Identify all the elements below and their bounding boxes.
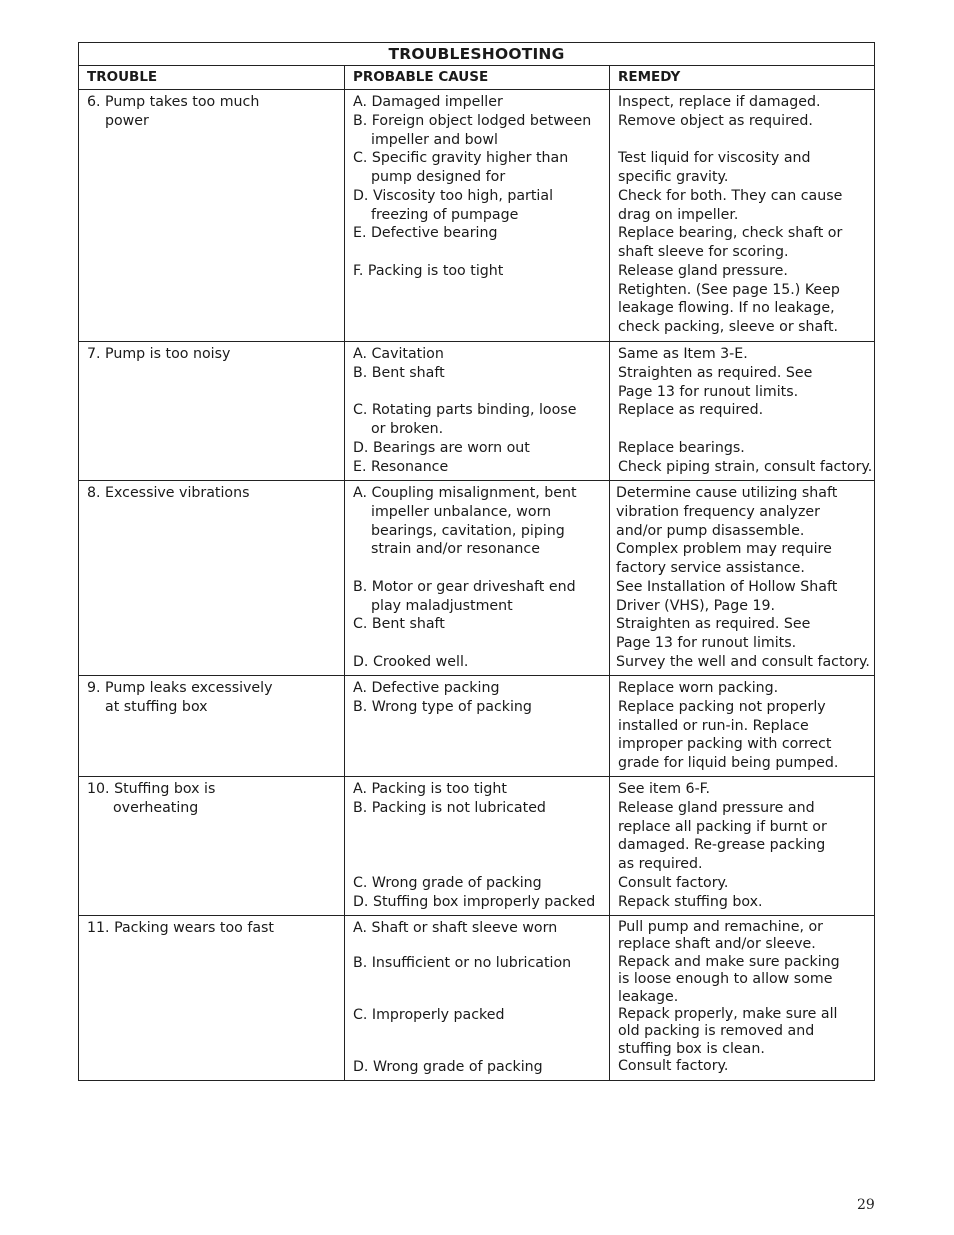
cause-line: D. Bearings are worn out <box>353 439 530 456</box>
cause-line: impeller unbalance, worn <box>371 503 552 520</box>
remedy-line: Check piping strain, consult factory. <box>618 458 873 475</box>
cause-line: E. Defective bearing <box>353 225 498 242</box>
remedy-line: Replace as required. <box>618 402 764 419</box>
table-row <box>79 676 874 777</box>
remedy-line: specific gravity. <box>618 169 729 185</box>
cause-line: B. Bent shaft <box>353 364 445 381</box>
cause-line: C. Bent shaft <box>353 616 445 633</box>
remedy-line: and/or pump disassemble. <box>616 522 805 539</box>
remedy-line: Driver (VHS), Page 19. <box>616 597 776 614</box>
trouble-cell <box>79 676 345 776</box>
remedy-line: Same as Item 3-E. <box>618 346 748 362</box>
remedy-line: vibration frequency analyzer <box>616 503 820 520</box>
remedy-line: Replace bearings. <box>618 439 745 456</box>
remedy-line: Survey the well and consult factory. <box>616 653 870 670</box>
cause-line: C. Improperly packed <box>353 1006 505 1023</box>
trouble-line: 11. Packing wears too fast <box>87 920 274 936</box>
trouble-cell <box>79 916 345 1080</box>
remedy-line: Complex problem may require <box>616 541 832 558</box>
trouble-cell <box>79 777 345 915</box>
remedy-line: leakage. <box>618 988 679 1005</box>
table-row <box>79 916 874 1080</box>
remedy-line: Inspect, replace if damaged. <box>618 94 821 110</box>
remedy-line: check packing, sleeve or shaft. <box>618 319 839 335</box>
cause-line: F. Packing is too tight <box>353 262 504 279</box>
cause-cell <box>345 777 610 915</box>
remedy-line: Repack and make sure packing <box>618 953 840 970</box>
trouble-line: 6. Pump takes too much <box>87 94 260 110</box>
remedy-line: installed or run-in. Replace <box>618 717 809 734</box>
remedy-line: grade for liquid being pumped. <box>618 755 839 771</box>
cause-line: A. Coupling misalignment, bent <box>353 485 577 501</box>
remedy-cell <box>610 916 873 1080</box>
remedy-line: as required. <box>618 856 703 872</box>
cause-line: freezing of pumpage <box>371 206 519 223</box>
remedy-line: Check for both. They can cause <box>618 187 843 204</box>
remedy-line: Test liquid for viscosity and <box>618 150 811 167</box>
cause-line <box>353 383 609 402</box>
table-row <box>79 90 874 342</box>
table-row <box>79 481 874 676</box>
remedy-cell <box>610 90 873 341</box>
remedy-line <box>618 420 873 439</box>
remedy-cell <box>610 777 873 915</box>
remedy-line: improper packing with correct <box>618 736 832 753</box>
table-title: TROUBLESHOOTING <box>79 43 874 66</box>
page-number: 29 <box>857 1197 875 1213</box>
header-trouble: TROUBLE <box>79 66 345 89</box>
remedy-line: Repack properly, make sure all <box>618 1005 838 1022</box>
cause-line: bearings, cavitation, piping <box>371 522 565 539</box>
table-row <box>79 777 874 916</box>
remedy-line: Replace packing not properly <box>618 698 826 715</box>
remedy-cell <box>610 676 873 776</box>
cause-line: impeller and bowl <box>371 131 498 148</box>
cause-line: D. Viscosity too high, partial <box>353 187 554 204</box>
cause-line: A. Packing is too tight <box>353 781 507 797</box>
cause-line <box>353 1041 609 1058</box>
cause-line <box>353 936 609 953</box>
trouble-line: at stuffing box <box>105 698 208 715</box>
cause-line: B. Packing is not lubricated <box>353 799 546 816</box>
cause-line: A. Defective packing <box>353 680 500 696</box>
cause-line <box>353 634 609 653</box>
cause-line: B. Wrong type of packing <box>353 698 532 715</box>
trouble-cell <box>79 90 345 341</box>
remedy-line: replace all packing if burnt or <box>618 818 827 835</box>
remedy-line: Release gland pressure and <box>618 799 815 816</box>
trouble-line: overheating <box>113 799 199 816</box>
remedy-line <box>618 131 873 150</box>
remedy-line: Replace bearing, check shaft or <box>618 225 843 242</box>
remedy-line: Consult factory. <box>618 874 729 891</box>
troubleshooting-table <box>78 42 875 1081</box>
remedy-line: shaft sleeve for scoring. <box>618 244 789 260</box>
table-row <box>79 342 874 481</box>
header-probable-cause: PROBABLE CAUSE <box>345 66 610 89</box>
cause-line <box>353 836 609 855</box>
remedy-cell <box>610 342 873 480</box>
trouble-line: 9. Pump leaks excessively <box>87 680 273 696</box>
cause-line: strain and/or resonance <box>371 541 540 558</box>
remedy-line: Retighten. (See page 15.) Keep <box>618 281 840 298</box>
remedy-line: leakage flowing. If no leakage, <box>618 300 835 317</box>
cause-line: C. Rotating parts binding, loose <box>353 402 577 419</box>
remedy-line: Page 13 for runout limits. <box>618 383 799 400</box>
remedy-line: drag on impeller. <box>618 206 739 223</box>
remedy-line: damaged. Re-grease packing <box>618 837 826 854</box>
remedy-line: Consult factory. <box>618 1058 729 1075</box>
remedy-line: is loose enough to allow some <box>618 971 833 988</box>
trouble-line: 7. Pump is too noisy <box>87 346 231 362</box>
cause-cell <box>345 916 610 1080</box>
trouble-line: 10. Stuffing box is <box>87 781 216 797</box>
trouble-cell <box>79 342 345 480</box>
cause-line: E. Resonance <box>353 458 449 475</box>
remedy-cell <box>610 481 873 675</box>
remedy-line: Replace worn packing. <box>618 680 779 696</box>
cause-line <box>353 818 609 837</box>
cause-line: B. Motor or gear driveshaft end <box>353 578 576 595</box>
cause-cell <box>345 342 610 480</box>
trouble-cell <box>79 481 345 675</box>
cause-line: D. Crooked well. <box>353 653 469 670</box>
cause-line <box>353 559 609 578</box>
cause-line: pump designed for <box>371 169 506 185</box>
cause-line <box>353 989 609 1006</box>
cause-line <box>353 1023 609 1040</box>
remedy-line: Remove object as required. <box>618 112 813 129</box>
table-header-row <box>79 66 874 90</box>
remedy-line: Repack stuffing box. <box>618 893 763 910</box>
cause-line: D. Stuffing box improperly packed <box>353 893 596 910</box>
cause-line: B. Foreign object lodged between <box>353 112 592 129</box>
cause-line: C. Specific gravity higher than <box>353 150 569 167</box>
remedy-line: factory service assistance. <box>616 560 805 576</box>
remedy-line: Page 13 for runout limits. <box>616 635 797 651</box>
cause-line: play maladjustment <box>371 597 513 614</box>
remedy-line: Release gland pressure. <box>618 262 788 279</box>
remedy-line: Straighten as required. See <box>618 364 813 381</box>
cause-cell <box>345 90 610 341</box>
cause-line: B. Insufficient or no lubrication <box>353 954 572 971</box>
header-remedy: REMEDY <box>618 69 681 85</box>
cause-line: A. Cavitation <box>353 346 444 362</box>
remedy-line: Pull pump and remachine, or <box>618 919 823 935</box>
remedy-line: Straighten as required. See <box>616 616 811 633</box>
remedy-line: See Installation of Hollow Shaft <box>616 578 838 595</box>
cause-line <box>353 971 609 988</box>
cause-line: C. Wrong grade of packing <box>353 874 542 891</box>
remedy-line: old packing is removed and <box>618 1023 815 1040</box>
cause-cell <box>345 481 610 675</box>
cause-line <box>353 855 609 874</box>
remedy-line: Determine cause utilizing shaft <box>616 485 838 501</box>
cause-line: D. Wrong grade of packing <box>353 1059 543 1076</box>
cause-line: A. Shaft or shaft sleeve worn <box>353 920 558 936</box>
cause-cell <box>345 676 610 776</box>
remedy-line: replace shaft and/or sleeve. <box>618 936 816 953</box>
cause-line <box>353 243 609 262</box>
cause-line: A. Damaged impeller <box>353 94 503 110</box>
cause-line: or broken. <box>371 421 444 437</box>
trouble-line: power <box>105 112 149 129</box>
remedy-line: See item 6-F. <box>618 781 711 797</box>
remedy-line: stuffing box is clean. <box>618 1040 765 1057</box>
trouble-line: 8. Excessive vibrations <box>87 485 250 501</box>
